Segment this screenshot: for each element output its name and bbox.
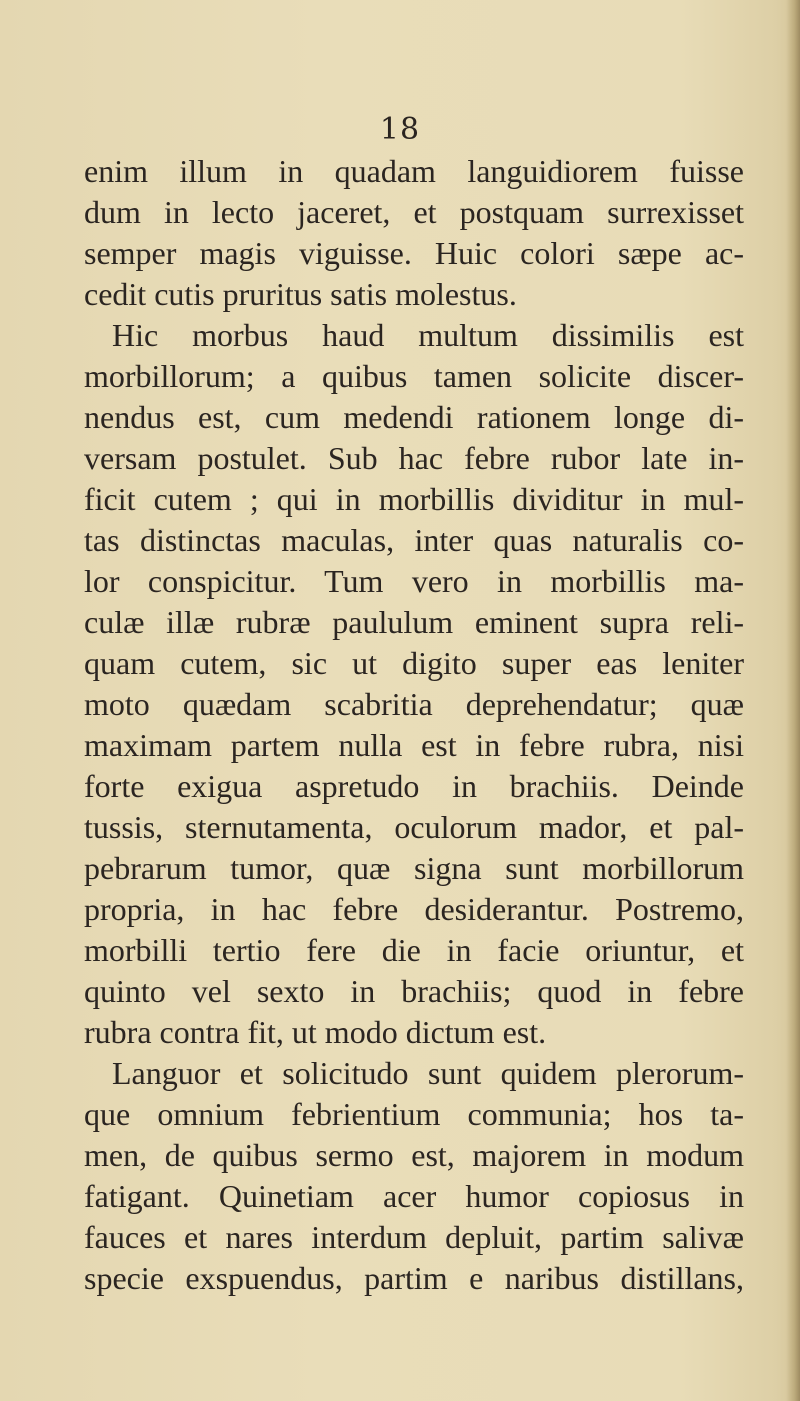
text-line: ficit cutem ; qui in morbillis dividitur in mul- [84, 481, 744, 517]
text-line: fauces et nares interdum depluit, partim salivæ [84, 1219, 744, 1255]
text-line: pebrarum tumor, quæ signa sunt morbillorum [84, 850, 744, 886]
text-line: tas distinctas maculas, inter quas naturalis co- [84, 522, 744, 558]
text-line: tussis, sternutamenta, oculorum mador, et pal- [84, 809, 744, 845]
page-edge-shadow [786, 0, 800, 1401]
text-line: que omnium febrientium communia; hos ta- [84, 1096, 744, 1132]
text-line: culæ illæ rubræ paululum eminent supra reli- [84, 604, 744, 640]
text-line: forte exigua aspretudo in brachiis. Deinde [84, 768, 744, 804]
text-line: propria, in hac febre desiderantur. Postremo, [84, 891, 744, 927]
text-line: dum in lecto jaceret, et postquam surrexisset [84, 194, 744, 230]
text-line: enim illum in quadam languidiorem fuisse [84, 153, 744, 189]
text-line: cedit cutis pruritus satis molestus. [84, 276, 517, 312]
body-text [84, 151, 744, 1299]
text-line: quam cutem, sic ut digito super eas leniter [84, 645, 744, 681]
text-line: men, de quibus sermo est, majorem in modum [84, 1137, 744, 1173]
text-line: Hic morbus haud multum dissimilis est [112, 317, 744, 353]
page-number: 18 [379, 112, 421, 147]
text-line: Languor et solicitudo sunt quidem plerorum- [112, 1055, 744, 1091]
text-line: rubra contra fit, ut modo dictum est. [84, 1014, 547, 1050]
text-line: lor conspicitur. Tum vero in morbillis ma- [84, 563, 744, 599]
text-line: semper magis viguisse. Huic colori sæpe ac- [84, 235, 744, 271]
text-line: versam postulet. Sub hac febre rubor late in- [84, 440, 744, 476]
text-line: quinto vel sexto in brachiis; quod in febre [84, 973, 744, 1009]
text-line: specie exspuendus, partim e naribus distillans, [84, 1260, 744, 1296]
text-line: morbilli tertio fere die in facie oriuntur, et [84, 932, 744, 968]
text-line: morbillorum; a quibus tamen solicite discer- [84, 358, 744, 394]
text-line: fatigant. Quinetiam acer humor copiosus in [84, 1178, 744, 1214]
text-line: moto quædam scabritia deprehendatur; quæ [84, 686, 744, 722]
text-line: maximam partem nulla est in febre rubra, nisi [84, 727, 744, 763]
text-line: nendus est, cum medendi rationem longe di- [84, 399, 744, 435]
